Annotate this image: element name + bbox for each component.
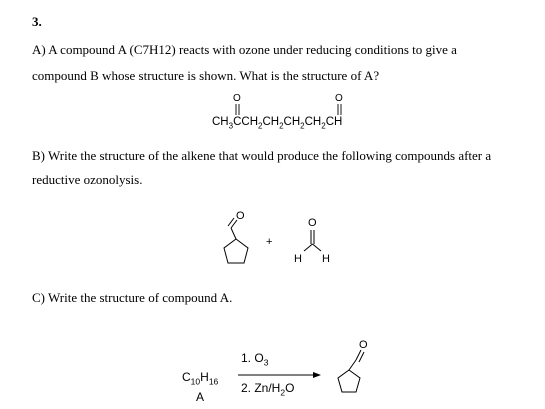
question-number: 3. — [32, 14, 42, 29]
part-c-product-o: O — [359, 339, 368, 351]
part-a-line-2: compound B whose structure is shown. What is the structure of A? — [32, 68, 380, 83]
compound-a-label: A — [196, 390, 205, 404]
part-b-h-right: H — [322, 253, 330, 265]
compound-b-o-left: O — [233, 93, 241, 104]
part-b-line-1: B) Write the structure of the alkene that would produce the following compounds after a — [32, 148, 492, 163]
reagent-step-2: 2. $Zn/H_2O$ — [241, 381, 295, 398]
part-a-line-1: A) A compound A (C7H12) reacts with ozone under reducing conditions to give a — [32, 42, 457, 57]
reagent-step-1: 1. $O_3$ — [241, 351, 269, 368]
compound-a-formula: $C_{10}H_{16}$ — [182, 370, 219, 387]
part-c-line: C) Write the structure of compound A. — [32, 290, 233, 305]
part-b-ketone-o: O — [236, 210, 245, 222]
part-b-plus: + — [266, 236, 273, 248]
part-b-line-2: reductive ozonolysis. — [32, 172, 143, 187]
part-b-h-left: H — [294, 253, 302, 265]
compound-b-formula: $CH_3CCH_2CH_2CH_2CH_2CH$ — [212, 116, 343, 131]
part-b-aldehyde-o: O — [308, 217, 317, 229]
compound-b-o-right: O — [335, 93, 343, 104]
